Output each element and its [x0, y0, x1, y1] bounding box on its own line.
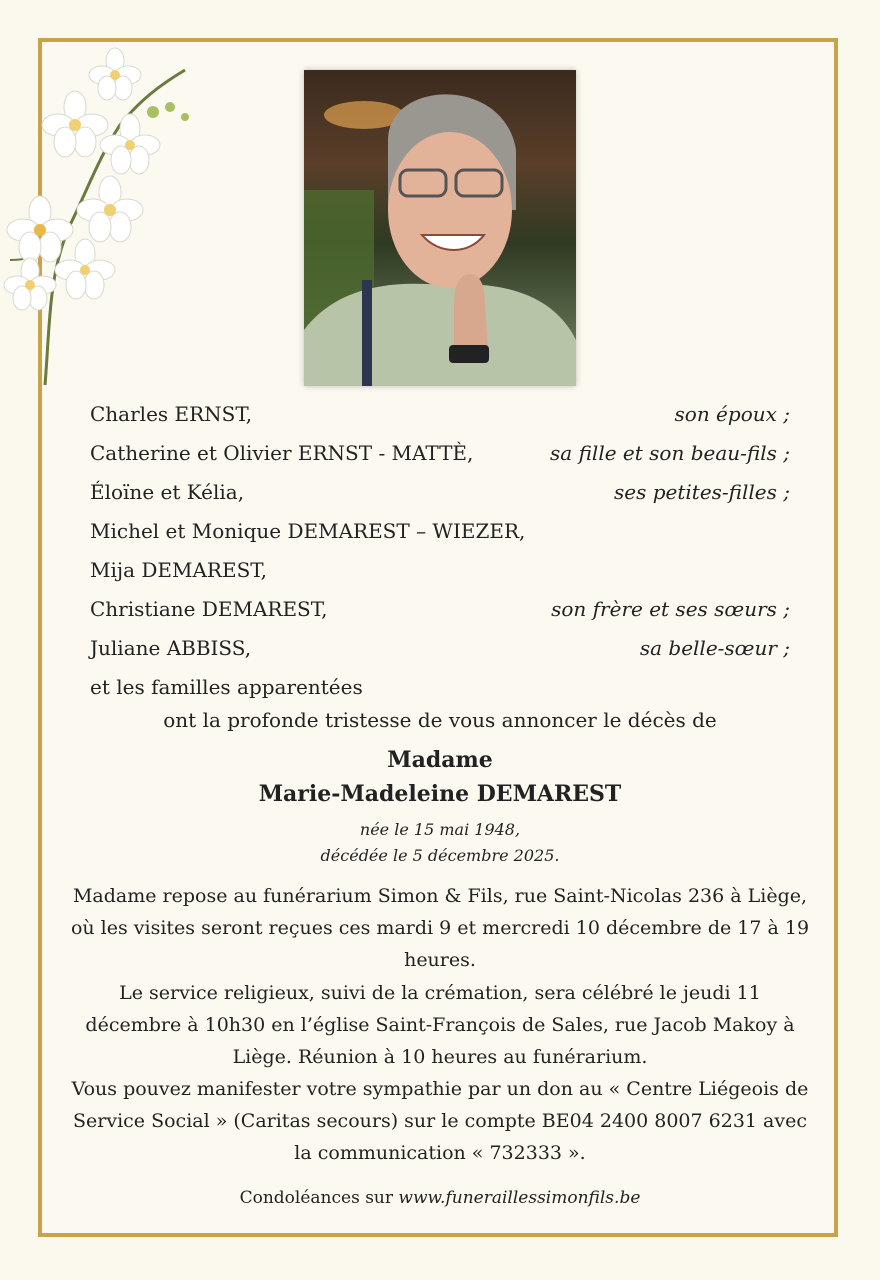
family-relation: ses petites-filles ; — [613, 480, 790, 504]
family-list — [90, 395, 790, 707]
deceased-title: Madame — [387, 747, 493, 773]
condolences-label: Condoléances sur — [239, 1188, 394, 1208]
family-row — [90, 668, 790, 707]
family-relation: sa belle-sœur ; — [639, 636, 790, 660]
family-row — [90, 629, 790, 668]
family-relation: son frère et ses sœurs ; — [551, 597, 790, 621]
family-row — [90, 590, 790, 629]
orchid-icon — [0, 45, 210, 395]
announcement: ont la profonde tristesse de vous annoncer le décès de — [163, 708, 717, 732]
family-name: Mija DEMAREST, — [90, 558, 268, 582]
family-row — [90, 551, 790, 590]
condolences-link[interactable]: www.funeraillessimonfils.be — [398, 1188, 641, 1208]
family-name: Juliane ABBISS, — [90, 636, 252, 660]
family-row — [90, 434, 790, 473]
family-row — [90, 473, 790, 512]
family-relation: son époux ; — [674, 402, 790, 426]
family-name: Christiane DEMAREST, — [90, 597, 328, 621]
donation-paragraph: Vous pouvez manifester votre sympathie par un don au « Centre Liégeois de Service Social » (Caritas secours) sur le compte BE04 2400 8007 6231 avec la communication « 732333 ». — [71, 1078, 809, 1164]
deceased-name: Marie-Madeleine DEMAREST — [258, 781, 622, 807]
portrait-photo — [304, 70, 576, 386]
deceased-dates — [70, 817, 810, 869]
service-paragraph: Le service religieux, suivi de la crémation, sera célébré le jeudi 11 décembre à 10h30 en l’église Saint-François de Sales, rue Jacob Makoy à Liège. Réunion à 10 heures au funérarium. — [85, 982, 795, 1068]
condolences-line — [70, 1188, 810, 1208]
family-row — [90, 512, 790, 551]
visitation-paragraph: Madame repose au funérarium Simon & Fils, rue Saint-Nicolas 236 à Liège, où les visites seront reçues ces mardi 9 et mercredi 10 décembre de 17 à 19 heures. — [70, 885, 810, 971]
family-name: Michel et Monique DEMAREST – WIEZER, — [90, 519, 526, 543]
family-name: Catherine et Olivier ERNST - MATTÈ, — [90, 441, 474, 465]
family-row — [90, 395, 790, 434]
birth-date: née le 15 mai 1948, — [359, 820, 521, 839]
death-date: décédée le 5 décembre 2025. — [320, 846, 560, 865]
family-name: et les familles apparentées — [90, 675, 363, 699]
family-name: Charles ERNST, — [90, 402, 253, 426]
family-name: Éloïne et Kélia, — [90, 480, 245, 504]
family-relation: sa fille et son beau-fils ; — [550, 441, 790, 465]
